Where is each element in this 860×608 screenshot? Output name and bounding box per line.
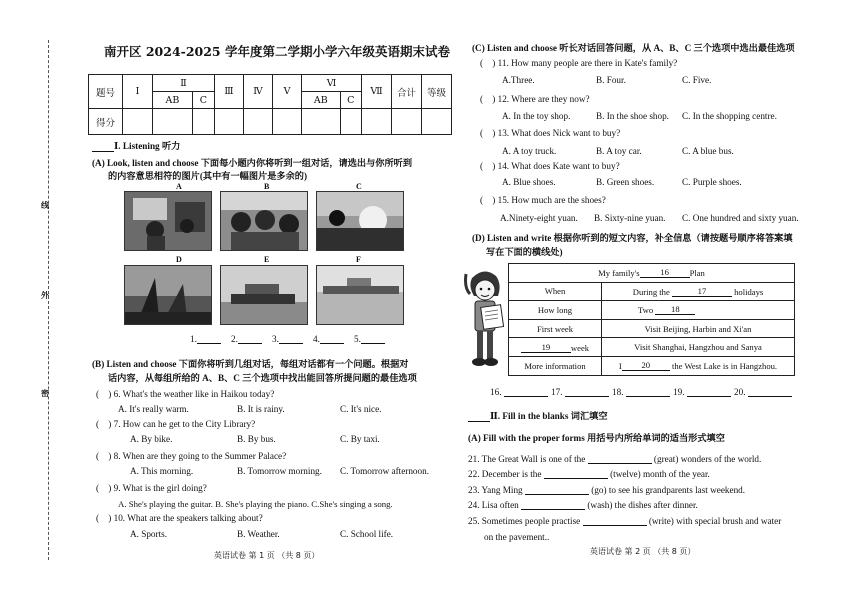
answer-paren[interactable]: ( ) (480, 94, 496, 104)
q15-option-b: B. Sixty-nine yuan. (594, 213, 666, 223)
score-cell[interactable] (422, 109, 452, 135)
score-table (88, 74, 452, 135)
blank-19[interactable]: 19 (521, 342, 571, 353)
blank-18[interactable]: 18 (655, 304, 695, 315)
answer-paren[interactable]: ( ) (96, 483, 112, 493)
score-cell[interactable] (273, 109, 302, 135)
plan-value-first-week: Visit Beijing, Harbin and Xi'an (602, 319, 795, 338)
blank-17[interactable]: 17 (672, 286, 732, 297)
blank-16[interactable]: 16 (640, 267, 690, 278)
section-2-heading: Ⅱ. Fill in the blanks 词汇填空 (468, 408, 608, 422)
score-cell[interactable] (215, 109, 244, 135)
score-col-7: Ⅶ (362, 75, 392, 109)
fill-blank-24[interactable] (521, 509, 585, 510)
section-2a-title: (A) Fill with the proper forms 用括号内所给单词的适当形式填空 (468, 433, 725, 443)
q6-option-c: C. It's nice. (340, 404, 382, 414)
page-title: 南开区 2024-2025 学年度第二学期小学六年级英语期末试卷 (104, 44, 450, 59)
fill-question-25-cont: on the pavement.. (484, 532, 550, 542)
picture-label-f: F (356, 255, 361, 264)
score-col-1: Ⅰ (123, 75, 153, 109)
answer-paren[interactable]: ( ) (96, 451, 112, 461)
score-cell[interactable] (362, 109, 392, 135)
answer-line-18[interactable]: 18. (612, 387, 670, 397)
q11-option-a: A.Three. (502, 75, 535, 85)
q12-option-c: C. In the shopping centre. (682, 111, 777, 121)
answer-blank-5[interactable]: 5. (354, 334, 385, 344)
question-14: ( ) 14. What does Kate want to buy? (480, 161, 620, 171)
answer-paren[interactable]: ( ) (480, 128, 496, 138)
plan-label-when: When (509, 282, 602, 301)
question-12: ( ) 12. Where are they now? (480, 94, 590, 104)
question-13: ( ) 13. What does Nick want to buy? (480, 128, 621, 138)
fill-question-21: 21. The Great Wall is one of the (great) wonders of the world. (468, 454, 762, 464)
answer-paren[interactable]: ( ) (480, 58, 496, 68)
section-1-heading: Ⅰ. Listening 听力 (92, 138, 180, 152)
score-col-4: Ⅳ (244, 75, 273, 109)
q6-option-b: B. It is rainy. (237, 404, 285, 414)
blank-20[interactable]: 20 (622, 360, 670, 371)
fill-blank-21[interactable] (588, 463, 652, 464)
score-sub-c: C (340, 92, 362, 109)
score-col-3: Ⅲ (215, 75, 244, 109)
score-col-2: Ⅱ (153, 75, 215, 92)
picture-c-sunset (316, 191, 404, 251)
fill-blank-22[interactable] (544, 478, 608, 479)
plan-label-week: 19 week (509, 338, 602, 357)
plan-label-more-info: More information (509, 356, 602, 375)
question-15: ( ) 15. How much are the shoes? (480, 195, 606, 205)
plan-title-cell: My family's 16 Plan (509, 264, 795, 283)
plan-value-more-info: I 20 the West Lake is in Hangzhou. (602, 356, 795, 375)
q15-option-a: A.Ninety-eight yuan. (500, 213, 578, 223)
q15-option-c: C. One hundred and sixty yuan. (682, 213, 799, 223)
q13-option-a: A. A toy truck. (502, 146, 557, 156)
score-cell[interactable] (244, 109, 273, 135)
score-col-6: Ⅵ (302, 75, 362, 92)
fill-blank-23[interactable] (525, 494, 589, 495)
question-6: ( ) 6. What's the weather like in Haikou today? (96, 389, 275, 399)
q10-option-a: A. Sports. (130, 529, 168, 539)
q12-option-b: B. In the shoe shop. (596, 111, 669, 121)
picture-d-harbor (124, 265, 212, 325)
picture-b-group (220, 191, 308, 251)
section-1a-title-cont: 的内容意思相符的图片(其中有一幅图片是多余的) (108, 171, 308, 181)
q14-option-a: A. Blue shoes. (502, 177, 556, 187)
q10-option-b: B. Weather. (237, 529, 280, 539)
q10-option-c: C. School life. (340, 529, 394, 539)
score-row-label: 得分 (89, 109, 123, 135)
plan-label-first-week: First week (509, 319, 602, 338)
section-1d-title: (D) Listen and write 根据你听到的短文内容，补全信息（请按题号顺序将答案填 (472, 233, 793, 243)
q6-option-a: A. It's really warm. (118, 404, 189, 414)
question-10: ( ) 10. What are the speakers talking about? (96, 513, 263, 523)
picture-label-d: D (176, 255, 182, 264)
picture-label-b: B (264, 182, 270, 191)
answer-line-19[interactable]: 19. (673, 387, 731, 397)
page-footer-right: 英语试卷 第 2 页 （共 8 页） (590, 547, 696, 556)
answer-line-17[interactable]: 17. (551, 387, 609, 397)
score-col-total: 合计 (392, 75, 422, 109)
margin-label-mi: 密 (41, 389, 49, 398)
picture-label-e: E (264, 255, 270, 264)
answer-paren[interactable]: ( ) (480, 161, 496, 171)
plan-value-second-week: Visit Shanghai, Hangzhou and Sanya (602, 338, 795, 357)
q14-option-c: C. Purple shoes. (682, 177, 742, 187)
picture-f-lake (316, 265, 404, 325)
q14-option-b: B. Green shoes. (596, 177, 655, 187)
picture-label-c: C (356, 182, 362, 191)
section-1c-title: (C) Listen and choose 听长对话回答问题，从 A、B、C 三个选项中选出最佳选项 (472, 43, 795, 53)
score-cell[interactable] (192, 109, 214, 135)
answer-paren[interactable]: ( ) (96, 513, 112, 523)
score-col-5: Ⅴ (273, 75, 302, 109)
score-sub-c: C (192, 92, 214, 109)
q13-option-b: B. A toy car. (596, 146, 642, 156)
answer-paren[interactable]: ( ) (96, 389, 112, 399)
page-footer-left: 英语试卷 第 1 页 （共 8 页） (214, 551, 320, 560)
question-11: ( ) 11. How many people are there in Kate's family? (480, 58, 678, 68)
fill-blank-25[interactable] (583, 525, 647, 526)
fill-question-24: 24. Lisa often (wash) the dishes after dinner. (468, 500, 698, 510)
q8-option-b: B. Tomorrow morning. (237, 466, 322, 476)
fill-question-25: 25. Sometimes people practise (write) with special brush and water (468, 516, 782, 526)
plan-label-how-long: How long (509, 301, 602, 320)
score-header-label: 题号 (89, 75, 123, 109)
answer-blank-2[interactable]: 2. (231, 334, 262, 344)
q13-option-c: C. A blue bus. (682, 146, 734, 156)
fill-question-22: 22. December is the (twelve) month of the year. (468, 469, 710, 479)
q11-option-c: C. Five. (682, 75, 712, 85)
answer-line-16[interactable]: 16. (490, 387, 548, 397)
q12-option-a: A. In the toy shop. (502, 111, 571, 121)
answer-line-20[interactable]: 20. (734, 387, 792, 397)
margin-label-xian: 线 (41, 201, 49, 210)
section-1a-title: (A) Look, listen and choose 下面每小题内你将听到一组对话，请选出与你所听到 (92, 158, 413, 168)
q7-option-a: A. By bike. (130, 434, 173, 444)
picture-e-ship (220, 265, 308, 325)
score-sub-ab: AB (302, 92, 341, 109)
q11-option-b: B. Four. (596, 75, 626, 85)
score-col-grade: 等级 (422, 75, 452, 109)
score-cell[interactable] (153, 109, 193, 135)
answer-paren[interactable]: ( ) (96, 419, 112, 429)
answer-blank-1[interactable]: 1. (190, 334, 221, 344)
family-plan-table (508, 263, 795, 376)
section-1b-title-cont: 话内容，从每组所给的 A、B、C 三个选项中找出能回答所提问题的最佳选项 (108, 373, 417, 383)
plan-value-how-long: Two 18 (602, 301, 795, 320)
score-cell[interactable] (392, 109, 422, 135)
question-9: ( ) 9. What is the girl doing? (96, 483, 207, 493)
answer-blank-3[interactable]: 3. (272, 334, 303, 344)
score-cell[interactable] (123, 109, 153, 135)
question-7: ( ) 7. How can he get to the City Library? (96, 419, 256, 429)
answer-blank-4[interactable]: 4. (313, 334, 344, 344)
fill-question-23: 23. Yang Ming (go) to see his grandparents last weekend. (468, 485, 746, 495)
cartoon-girl-illustration (464, 268, 506, 372)
q7-option-b: B. By bus. (237, 434, 276, 444)
picture-label-a: A (176, 182, 182, 191)
answer-paren[interactable]: ( ) (480, 195, 496, 205)
margin-label-wai: 外 (41, 291, 49, 300)
q7-option-c: C. By taxi. (340, 434, 380, 444)
score-sub-ab: AB (153, 92, 193, 109)
score-cell[interactable] (340, 109, 362, 135)
q9-options: A. She's playing the guitar. B. She's playing the piano. C.She's singing a song. (118, 499, 393, 509)
section-1d-title-cont: 写在下面的横线处) (486, 247, 563, 257)
q8-option-c: C. Tomorrow afternoon. (340, 466, 430, 476)
plan-value-when: During the 17 holidays (602, 282, 795, 301)
question-8: ( ) 8. When are they going to the Summer Palace? (96, 451, 287, 461)
section-1b-title: (B) Listen and choose 下面你将听到几组对话，每组对话都有一个问题。根据对 (92, 359, 409, 369)
q8-option-a: A. This morning. (130, 466, 194, 476)
picture-a-classroom (124, 191, 212, 251)
score-cell[interactable] (302, 109, 341, 135)
